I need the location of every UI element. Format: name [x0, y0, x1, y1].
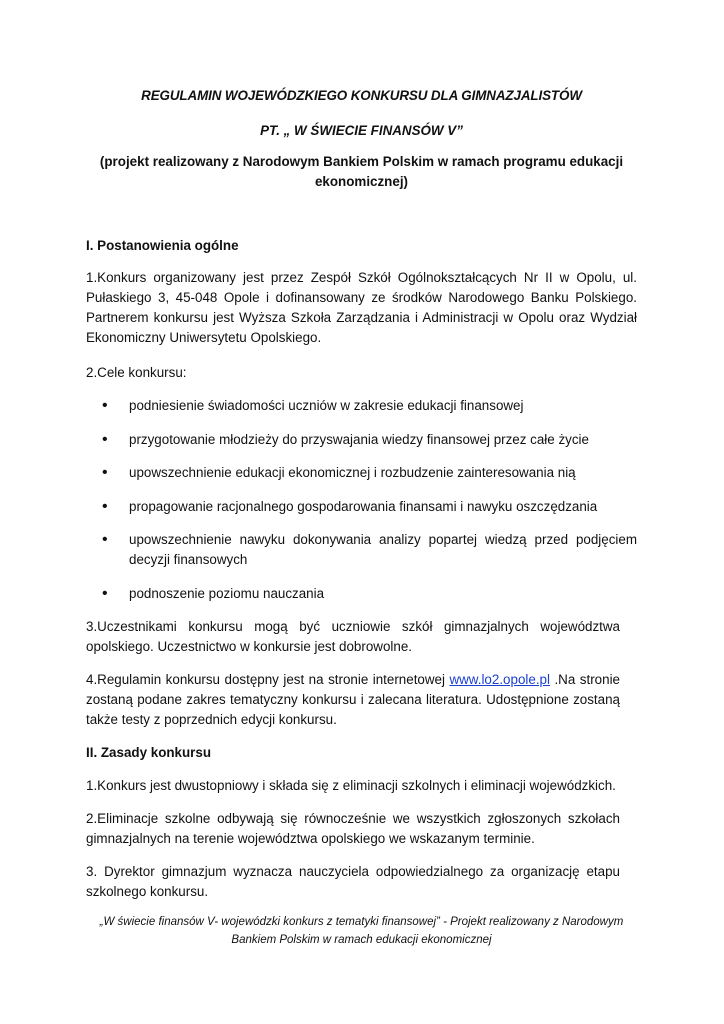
section-1-paragraph-4	[86, 670, 620, 730]
footer-line-2: Bankiem Polskim w ramach edukacji ekonomicznej	[231, 934, 492, 946]
bullet-icon: •	[102, 498, 108, 515]
document-project-note	[86, 152, 637, 192]
list-item-text: propagowanie racjonalnego gospodarowania finansami i nawyku oszczędzania	[129, 499, 598, 514]
page-footer	[86, 913, 637, 949]
section-2-heading: II. Zasady konkursu	[86, 745, 212, 760]
bullet-icon: •	[102, 431, 108, 448]
list-item-text: upowszechnienie edukacji ekonomicznej i rozbudzenie zainteresowania nią	[129, 465, 576, 480]
list-item-text: podniesienie świadomości uczniów w zakresie edukacji finansowej	[129, 398, 524, 413]
bullet-icon: •	[102, 397, 108, 414]
document-title: REGULAMIN WOJEWÓDZKIEGO KONKURSU DLA GIMNAZJALISTÓW	[141, 88, 582, 103]
footer-line-1: „W świecie finansów V- wojewódzki konkurs z tematyki finansowej” - Projekt realizowany z Narodowym	[99, 916, 624, 928]
section-2-paragraph-2: 2.Eliminacje szkolne odbywają się równocześnie we wszystkich zgłoszonych szkołach gimnazjalnych na terenie województwa opolskiego we wskazanym terminie.	[86, 811, 620, 846]
project-note-line-1: (projekt realizowany z Narodowym Bankiem Polskim w ramach programu edukacji	[99, 154, 624, 169]
list-item-text: upowszechnienie nawyku dokonywania analizy popartej wiedzą przed podjęciem decyzji finansowych	[129, 532, 637, 567]
project-note-line-2: ekonomicznej)	[314, 174, 408, 189]
bullet-icon: •	[102, 464, 108, 481]
section-1-paragraph-3: 3.Uczestnikami konkursu mogą być uczniowie szkół gimnazjalnych województwa opolskiego. Uczestnictwo w konkursie jest dobrowolne.	[86, 619, 620, 654]
document-subtitle: PT. „ W ŚWIECIE FINANSÓW V”	[260, 123, 463, 138]
section-2-paragraph-1: 1.Konkurs jest dwustopniowy i składa się z eliminacji szkolnych i eliminacji wojewódzkich.	[86, 778, 616, 793]
section-1-paragraph-1: 1.Konkurs organizowany jest przez Zespół Szkół Ogólnokształcących Nr II w Opolu, ul. Pułaskiego 3, 45-048 Opole i dofinansowany ze środków Narodowego Banku Polskiego. Partnerem konkursu jest Wyższa Szkoła Zarządzania i Administracji w Opolu oraz Wydział Ekonomiczny Uniwersytetu Opolskiego.	[86, 270, 637, 345]
bullet-icon: •	[102, 585, 108, 602]
section-2-paragraph-3: 3. Dyrektor gimnazjum wyznacza nauczyciela odpowiedzialnego za organizację etapu szkolnego konkursu.	[86, 864, 620, 899]
section-1-paragraph-2: 2.Cele konkursu:	[86, 365, 187, 380]
bullet-icon: •	[102, 531, 108, 548]
section-1-heading: I. Postanowienia ogólne	[86, 238, 239, 253]
website-link[interactable]: www.lo2.opole.pl	[449, 672, 550, 687]
paragraph-4-rest: .Na stronie zostaną podane zakres tematyczny konkursu i zalecana literatura. Udostępnione zostaną także testy z poprzednich edycji konkursu.	[86, 672, 620, 727]
paragraph-4-lead: 4.Regulamin konkursu dostępny jest na stronie internetowej	[86, 672, 450, 687]
list-item-text: podnoszenie poziomu nauczania	[129, 586, 325, 601]
list-item-text: przygotowanie młodzieży do przyswajania wiedzy finansowej przez całe życie	[129, 432, 589, 447]
